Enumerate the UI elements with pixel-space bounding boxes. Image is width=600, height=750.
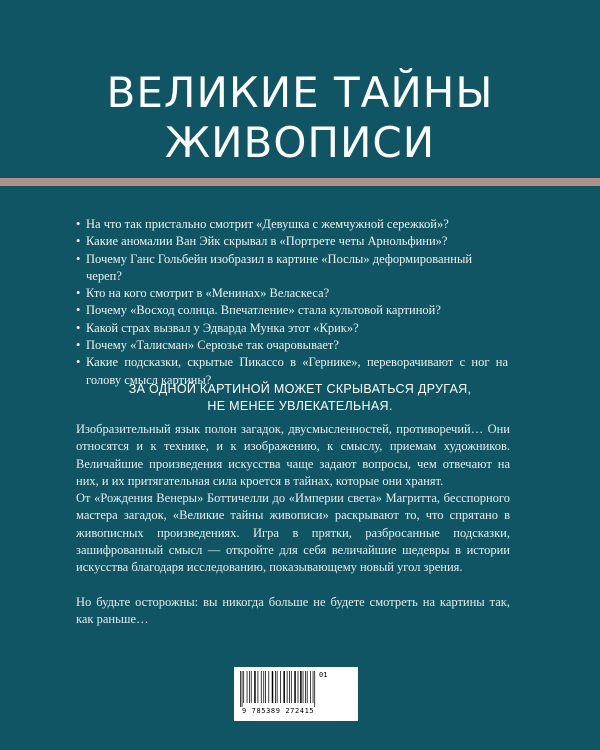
- question-item: • Какой страх вызвал у Эдварда Мунка этот «Крик»?: [76, 320, 508, 337]
- question-item: • Какие аномалии Ван Эйк скрывал в «Портрете четы Арнольфини»?: [76, 233, 508, 250]
- barcode-number: 9 785389 272415: [242, 707, 315, 715]
- barcode-bar: [251, 671, 252, 703]
- tagline-line-2: НЕ МЕНЕЕ УВЛЕКАТЕЛЬНАЯ.: [207, 399, 393, 413]
- barcode-bar: [277, 671, 278, 703]
- barcode-bar: [247, 671, 248, 703]
- barcode-bar: [310, 671, 311, 703]
- description-paragraph: Но будьте осторожны: вы никогда больше не будете смотреть на картины так, как раньше…: [76, 595, 510, 627]
- barcode-bar: [300, 671, 302, 703]
- barcode-bar: [283, 671, 285, 703]
- barcode-bar: [287, 671, 288, 703]
- barcode-bar: [291, 671, 292, 703]
- barcode-bar: [280, 671, 281, 703]
- question-item: • Почему «Восход солнца. Впечатление» стала культовой картиной?: [76, 302, 508, 319]
- question-item: • Почему «Талисман» Серюзье так очаровывает?: [76, 337, 508, 354]
- barcode-bar: [314, 671, 315, 707]
- barcode-bar: [243, 671, 244, 703]
- barcode-bar: [254, 671, 256, 703]
- barcode-bar: [298, 671, 299, 703]
- barcode-bar: [307, 671, 308, 703]
- tagline-line-1: ЗА ОДНОЙ КАРТИНОЙ МОЖЕТ СКРЫВАТЬСЯ ДРУГАЯ,: [128, 382, 472, 396]
- barcode-bar: [303, 671, 304, 703]
- barcode-bar: [258, 671, 259, 703]
- barcode-bar: [275, 671, 276, 703]
- questions-list: [76, 216, 508, 389]
- barcode-bar: [272, 671, 274, 703]
- barcode-add-on-code: 01: [319, 671, 328, 679]
- description-paragraph: От «Рождения Венеры» Боттичелли до «Империи света» Магритта, бесспорного мастера загадок, «Великие тайны живописи» раскрывают то, что спрятано в живописных произведениях. Игра в прятки, разбросанные подсказки, зашифрованный смысл — откройте для себя величайшие шедевры в истории искусства благодаря исследованию, показывающему новый угол зрения.: [76, 491, 510, 575]
- barcode-bar: [268, 671, 269, 703]
- barcode-bar: [249, 671, 250, 703]
- barcode-bar: [242, 671, 243, 707]
- question-item: • Почему Ганс Гольбейн изобразил в картине «Послы» деформированный череп?: [76, 251, 508, 286]
- book-title-line-2: ЖИВОПИСИ: [164, 118, 436, 167]
- tagline: [0, 381, 600, 415]
- barcode-bar: [289, 671, 290, 703]
- barcode-bar: [265, 671, 266, 703]
- barcode-bar: [313, 671, 314, 703]
- book-title: [0, 68, 600, 168]
- question-item: • Кто на кого смотрит в «Менинах» Веласкеса?: [76, 285, 508, 302]
- description-paragraph: Изобразительный язык полон загадок, двусмысленностей, противоречий… Они относятся и к технике, и к изображению, к смыслу, приемам художников. Величайшие произведения искусства чаще задают вопросы, чем отвечают на них, и их притягательная сила кроется в тайнах, которые они хранят.: [76, 422, 510, 488]
- question-item: • На что так пристально смотрит «Девушка с жемчужной сережкой»?: [76, 216, 508, 233]
- barcode-bar: [263, 671, 264, 703]
- barcode-bars: [240, 671, 316, 707]
- barcode-bar: [305, 671, 306, 703]
- barcode-bar: [261, 671, 262, 703]
- barcode-bar: [240, 671, 241, 707]
- divider-band: [0, 178, 600, 186]
- barcode-bar: [294, 671, 296, 703]
- question-item: • Какие подсказки, скрытые Пикассо в «Гернике», переворачивают с ног на голову смысл картины?: [76, 354, 508, 389]
- book-title-line-1: ВЕЛИКИЕ ТАЙНЫ: [106, 68, 494, 117]
